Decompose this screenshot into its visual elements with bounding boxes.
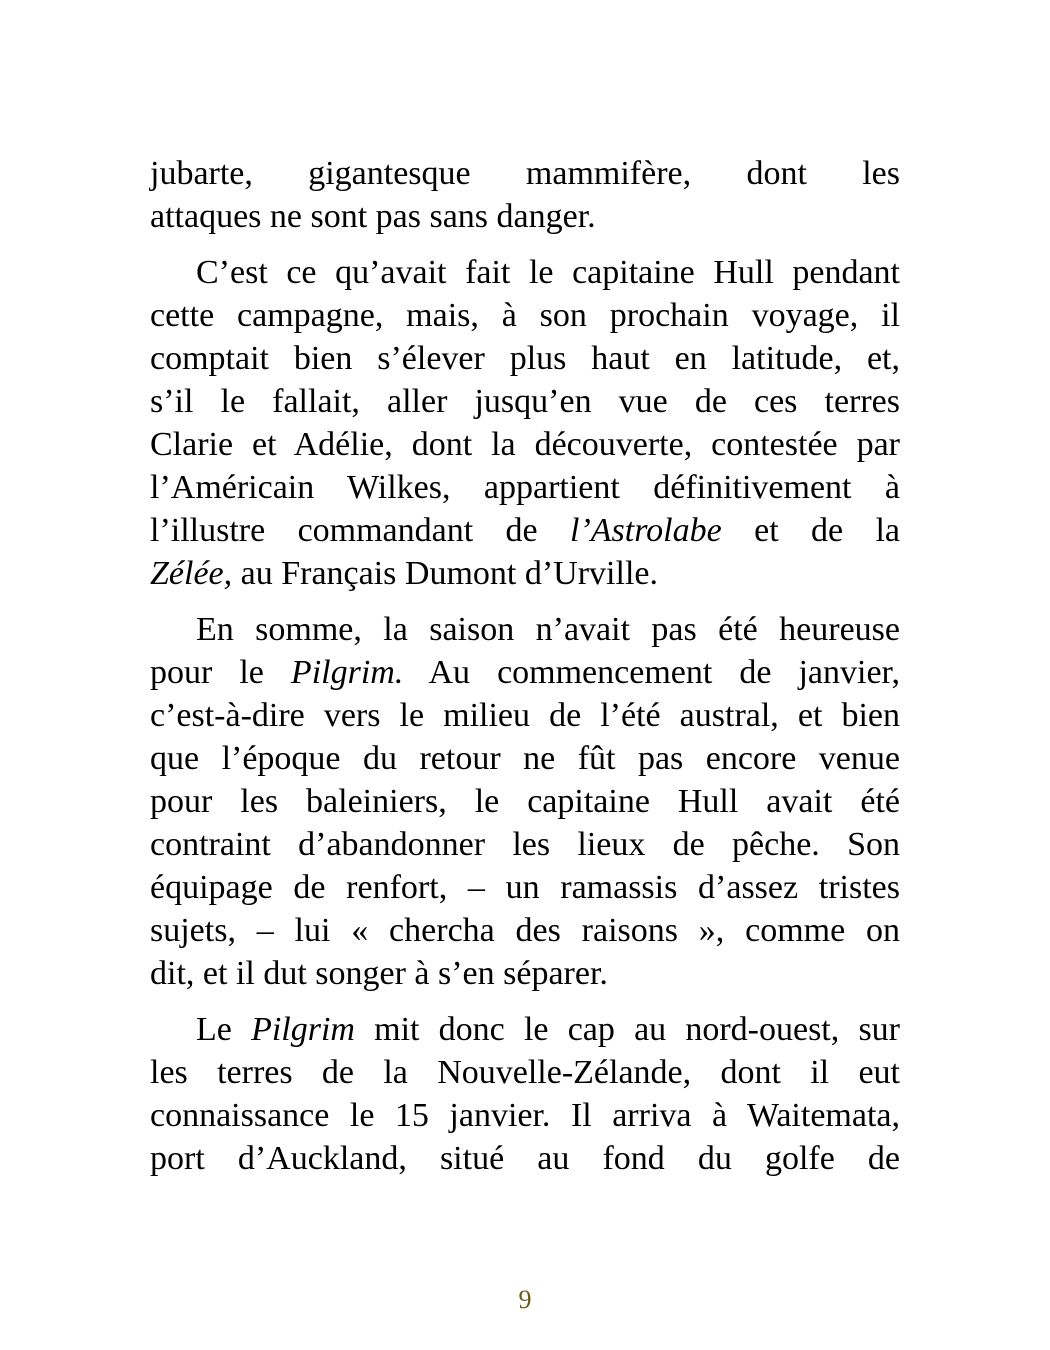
page-number: 9 xyxy=(518,1285,532,1314)
text-line: Zélée, au Français Dumont d’Urville. xyxy=(150,555,658,592)
text-line: contraint d’abandonner les lieux de pêche. Son xyxy=(150,826,900,863)
text-line: port d’Auckland, situé au fond du golfe de xyxy=(150,1140,900,1177)
ship-name-astrolabe: l’Astrolabe xyxy=(570,512,722,549)
text-line: l’Américain Wilkes, appartient définitivement à xyxy=(150,469,900,506)
text-line: Clarie et Adélie, dont la découverte, contestée par xyxy=(150,426,900,463)
text-line: l’illustre commandant de l’Astrolabe et de la xyxy=(150,512,900,549)
text-line: connaissance le 15 janvier. Il arriva à Waitemata, xyxy=(150,1097,900,1134)
text-line: attaques ne sont pas sans danger. xyxy=(150,198,596,235)
paragraph-4 xyxy=(150,1008,900,1180)
page-body xyxy=(150,152,900,1193)
text-line: les terres de la Nouvelle-Zélande, dont il eut xyxy=(150,1054,900,1091)
ship-name-pilgrim: Pilgrim. xyxy=(290,654,404,691)
paragraph-2 xyxy=(150,251,900,595)
text-line: C’est ce qu’avait fait le capitaine Hull pendant xyxy=(196,254,900,291)
ship-name-pilgrim: Pilgrim xyxy=(251,1011,355,1048)
text-line: que l’époque du retour ne fût pas encore venue xyxy=(150,740,900,777)
ship-name-zelee: Zélée, xyxy=(150,555,233,592)
text-line: dit, et il dut songer à s’en séparer. xyxy=(150,955,608,992)
text-line: Le Pilgrim mit donc le cap au nord-ouest, sur xyxy=(196,1011,901,1048)
text-line: sujets, – lui « chercha des raisons », comme on xyxy=(150,912,900,949)
text-line: équipage de renfort, – un ramassis d’assez tristes xyxy=(150,869,900,906)
paragraph-1 xyxy=(150,152,900,238)
text-line: pour le Pilgrim. Au commencement de janvier, xyxy=(150,654,900,691)
text-line: c’est-à-dire vers le milieu de l’été austral, et bien xyxy=(150,697,900,734)
text-line: comptait bien s’élever plus haut en latitude, et, xyxy=(150,340,900,377)
text-line: En somme, la saison n’avait pas été heureuse xyxy=(196,611,900,648)
text-line: cette campagne, mais, à son prochain voyage, il xyxy=(150,297,900,334)
text-line: jubarte, gigantesque mammifère, dont les xyxy=(150,155,900,192)
text-line: pour les baleiniers, le capitaine Hull avait été xyxy=(150,783,900,820)
paragraph-3 xyxy=(150,608,900,995)
text-line: s’il le fallait, aller jusqu’en vue de ces terres xyxy=(150,383,900,420)
